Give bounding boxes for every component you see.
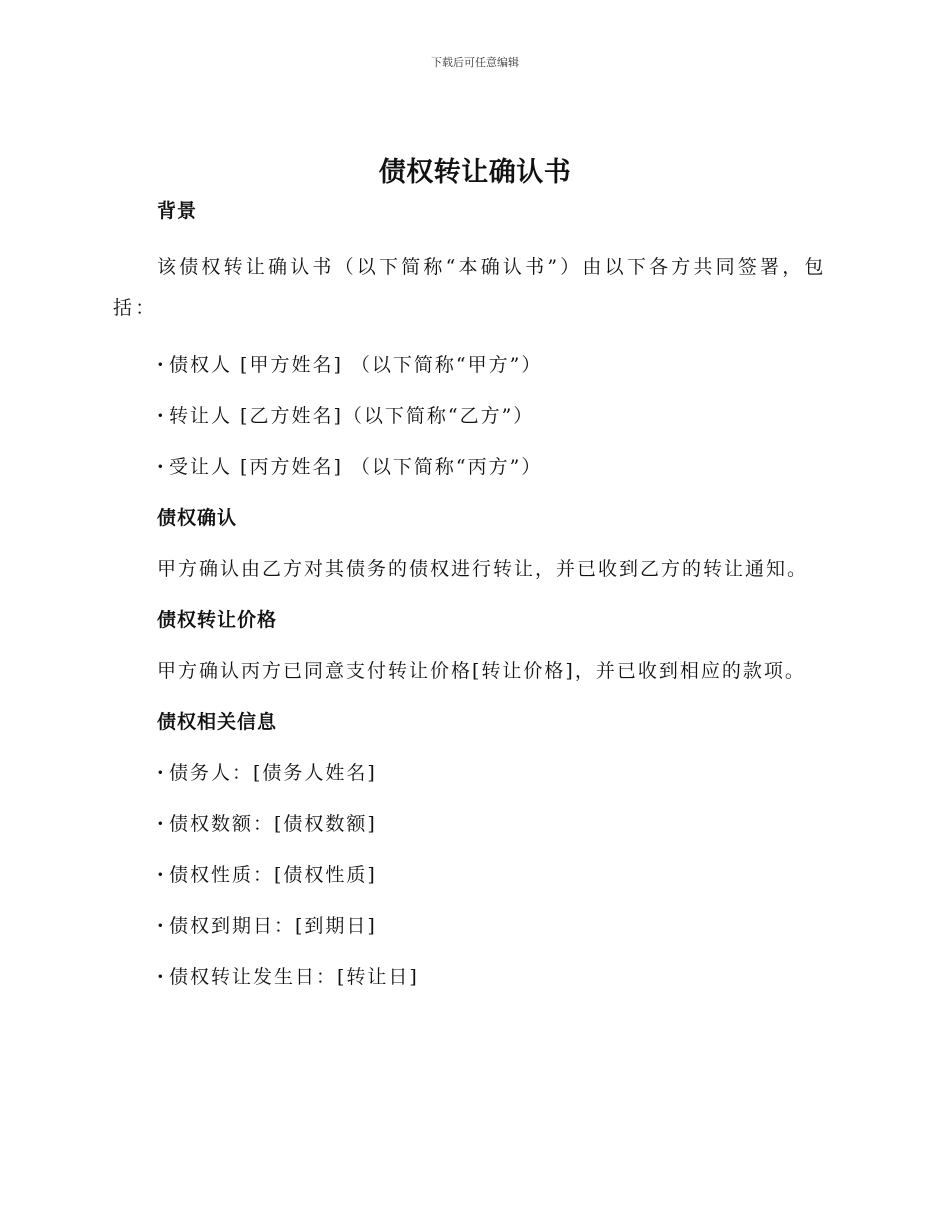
- party-item: [113, 452, 833, 482]
- document-body: [113, 196, 833, 992]
- info-item: [113, 860, 833, 890]
- info-item: [113, 962, 833, 992]
- section-heading-background: 背景: [157, 200, 198, 222]
- info-text: 债权数额：[债权数额]: [169, 813, 377, 835]
- section-heading-price: 债权转让价格: [157, 609, 278, 631]
- info-text: 债权转让发生日：[转让日]: [169, 966, 419, 988]
- info-item: [113, 911, 833, 941]
- document-title: 债权转让确认书: [378, 157, 572, 188]
- section-heading-info: 债权相关信息: [157, 711, 278, 733]
- bullet-icon: ·: [157, 966, 166, 988]
- party-item: [113, 401, 833, 431]
- party-text: 转让人 [乙方姓名]（以下简称“乙方”）: [169, 405, 535, 427]
- bullet-icon: ·: [157, 762, 166, 784]
- bullet-icon: ·: [157, 864, 166, 886]
- info-text: 债权性质：[债权性质]: [169, 864, 377, 886]
- confirmation-text: 甲方确认由乙方对其债务的债权进行转让，并已收到乙方的转让通知。: [157, 558, 809, 580]
- info-item: [113, 809, 833, 839]
- header-note: 下载后可任意编辑: [431, 56, 519, 69]
- party-text: 受让人 [丙方姓名] （以下简称“丙方”）: [169, 456, 543, 478]
- bullet-icon: ·: [157, 915, 166, 937]
- bullet-icon: ·: [157, 813, 166, 835]
- bullet-icon: ·: [157, 405, 166, 427]
- party-text: 债权人 [甲方姓名] （以下简称“甲方”）: [169, 354, 543, 376]
- bullet-icon: ·: [157, 456, 166, 478]
- price-text: 甲方确认丙方已同意支付转让价格[转让价格]，并已收到相应的款项。: [157, 660, 806, 682]
- info-item: [113, 758, 833, 788]
- section-heading-confirmation: 债权确认: [157, 507, 238, 529]
- info-text: 债务人：[债务人姓名]: [169, 762, 377, 784]
- party-item: [113, 350, 833, 380]
- bullet-icon: ·: [157, 354, 166, 376]
- info-text: 债权到期日：[到期日]: [169, 915, 377, 937]
- background-intro: 该债权转让确认书（以下简称“本确认书”）由以下各方共同签署，包括：: [113, 256, 827, 319]
